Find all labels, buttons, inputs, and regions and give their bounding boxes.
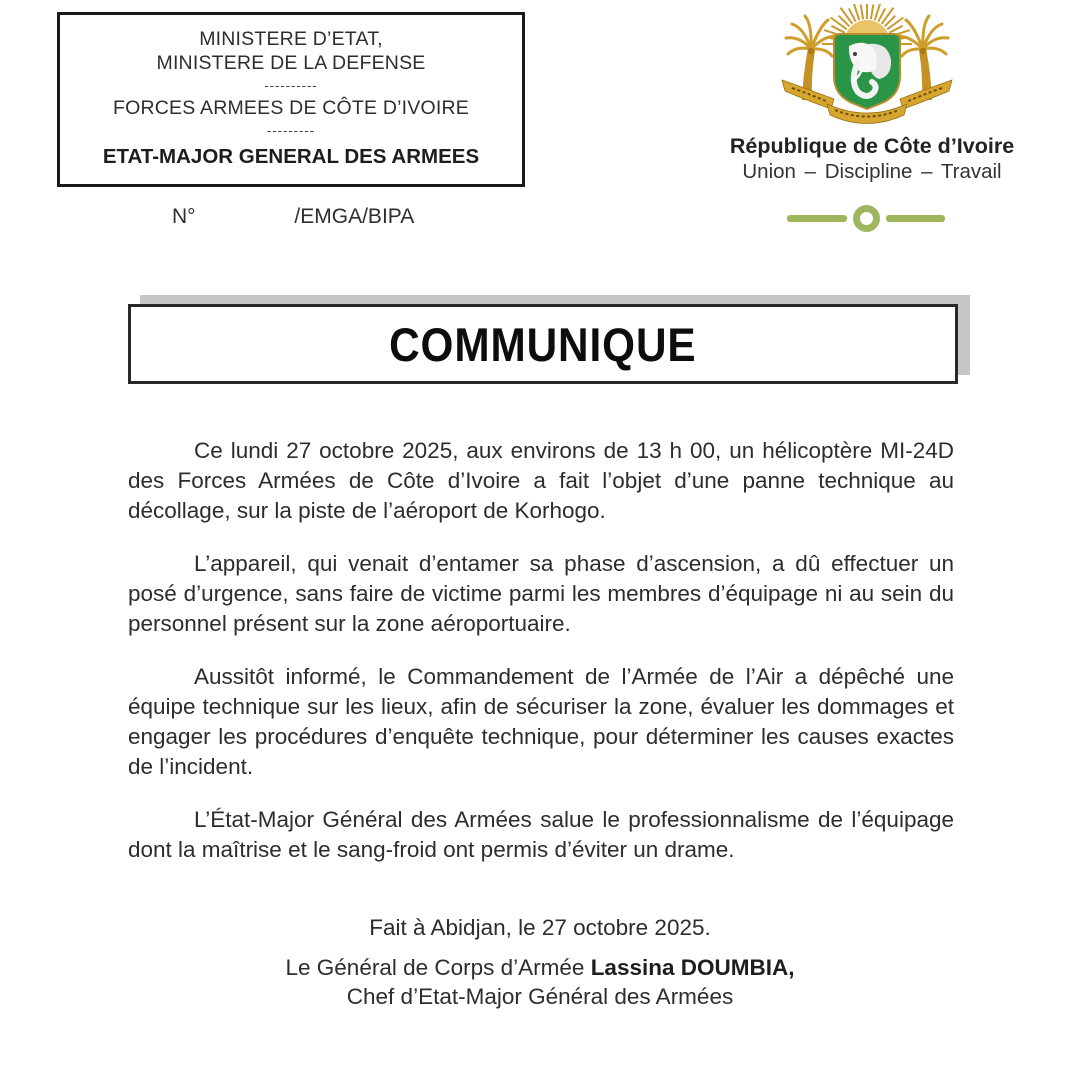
etat-major-line: ETAT-MAJOR GENERAL DES ARMEES <box>102 145 480 168</box>
republic-motto: Union – Discipline – Travail <box>742 160 1002 183</box>
paragraph-emergency: L’appareil, qui venait d’entamer sa phase d’ascension, a dû effectuer un posé d’urgence, sans faire de victime parmi les membres d’équipage ni au sein du personnel présent sur la zone aéroportuaire. <box>128 551 954 636</box>
republic-block <box>712 133 1032 184</box>
divider-line-left <box>787 215 847 222</box>
paragraph-response: Aussitôt informé, le Commandement de l’Armée de l’Air a dépêché une équipe technique sur les lieux, afin de sécuriser la zone, évaluer les dommages et engager les procédures d’enquête technique, pour déterminer les causes exactes de l’incident. <box>128 664 954 779</box>
reference-number-prefix: N° <box>172 205 196 228</box>
communique-title-box <box>128 304 958 384</box>
separator-dashes: ---------- <box>264 78 318 93</box>
republic-name: République de Côte d’Ivoire <box>729 134 1015 158</box>
ministry-line-1: MINISTERE D’ETAT, <box>199 28 383 50</box>
ornament-divider <box>787 205 945 232</box>
page-title: COMMUNIQUE <box>389 317 697 371</box>
signatory-rank: Le Général de Corps d’Armée <box>285 955 585 980</box>
separator-dashes: --------- <box>267 123 315 138</box>
forces-armees-line: FORCES ARMEES DE CÔTE D’IVOIRE <box>113 97 469 119</box>
signatory-line <box>0 953 1080 982</box>
paragraph-commendation: L’État-Major Général des Armées salue le professionnalisme de l’équipage dont la maîtrise et le sang-froid ont permis d’éviter un drame. <box>128 807 954 862</box>
divider-line-right <box>886 215 946 222</box>
reference-number-code: /EMGA/BIPA <box>294 205 415 228</box>
signatory-role: Chef d’Etat-Major Général des Armées <box>346 984 734 1009</box>
place-and-date: Fait à Abidjan, le 27 octobre 2025. <box>369 915 711 940</box>
ministry-letterhead-box <box>57 12 525 187</box>
signature-block <box>0 953 1080 1011</box>
coat-of-arms-icon <box>772 4 962 130</box>
ministry-line-2: MINISTERE DE LA DEFENSE <box>156 52 426 74</box>
signatory-name: Lassina DOUMBIA, <box>590 955 795 980</box>
reference-number-line <box>172 205 414 229</box>
divider-ring-icon <box>853 205 880 232</box>
communique-body <box>128 436 954 888</box>
paragraph-incident: Ce lundi 27 octobre 2025, aux environs de 13 h 00, un hélicoptère MI-24D des Forces Armées de Côte d’Ivoire a fait l’objet d’une panne technique au décollage, sur la piste de l’aéroport de Korhogo. <box>128 438 954 523</box>
